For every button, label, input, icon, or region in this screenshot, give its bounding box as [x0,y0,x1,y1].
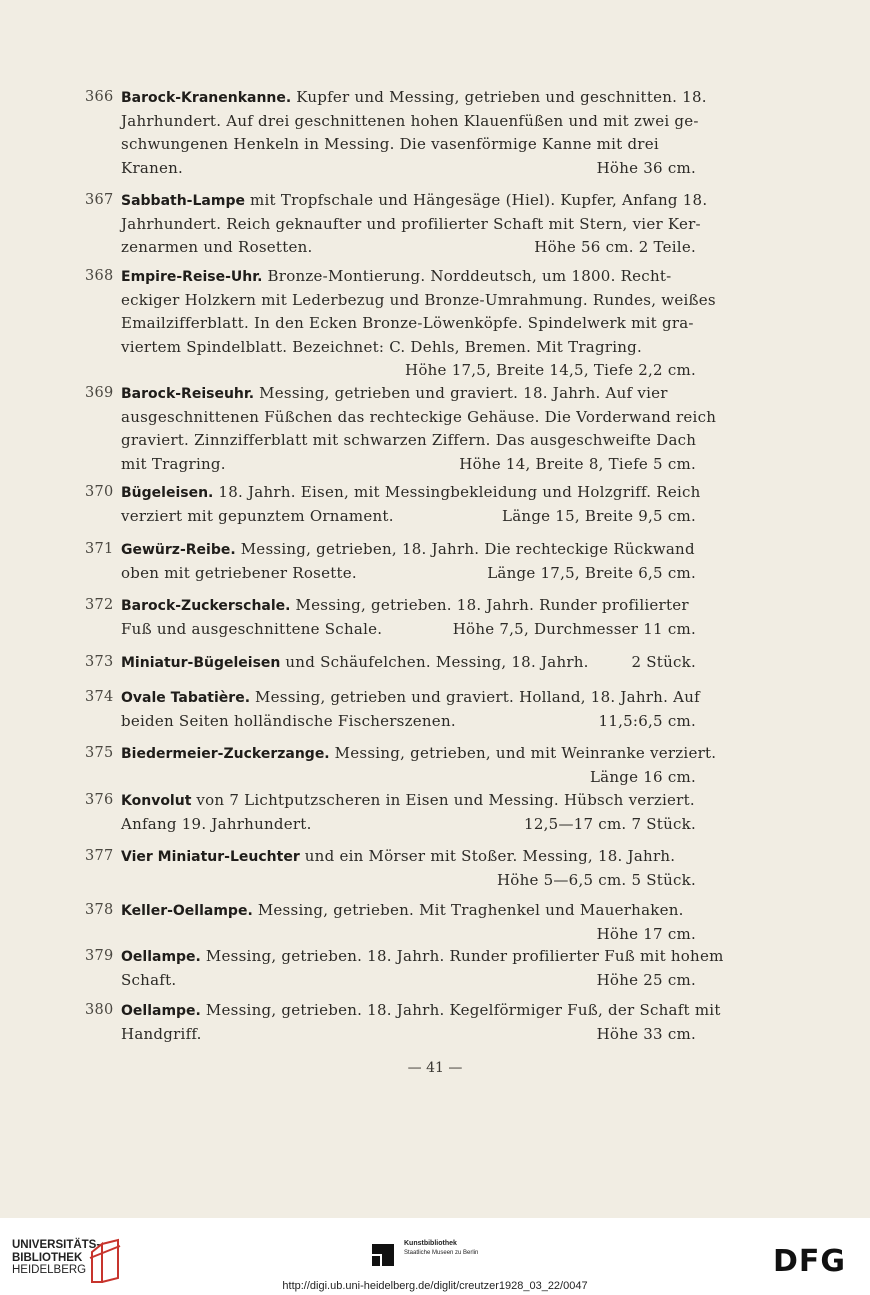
entry-text: schwungenen Henkeln in Messing. Die vasenförmige Kanne mit drei [121,135,659,153]
entry-line [121,945,724,969]
entry-line [121,710,710,734]
entry-number: 366 [85,89,114,105]
entry-text: verziert mit gepunztem Ornament. [121,506,394,525]
entry-text: graviert. Zinnzifferblatt mit schwarzen Ziffern. Das ausgeschweifte Dach [121,431,697,449]
catalog-entry [85,538,710,585]
entry-number: 376 [85,792,114,808]
entry-line [121,453,710,477]
entry-text: und ein Mörser mit Stoßer. Messing, 18. Jahrh. [304,847,676,865]
digitization-footer [0,1218,870,1295]
entry-number: 379 [85,948,114,964]
entry-line [121,869,710,893]
entry-text: Messing, getrieben, 18. Jahrh. Die rechteckige Rückwand [240,540,695,558]
entry-line [121,312,710,336]
entry-line [121,406,717,430]
entry-text: Messing, getrieben. 18. Jahrh. Runder profilierter Fuß mit hohem [205,947,724,965]
entry-measurements: Höhe 25 cm. [596,970,696,989]
entry-title: Empire-Reise-Uhr. [121,269,263,285]
catalog-entry [85,899,710,946]
entry-line [121,562,710,586]
entry-line [121,382,710,406]
catalog-entry [85,945,724,992]
entry-line [121,505,710,529]
entry-line [121,899,710,923]
entry-title: Oellampe. [121,949,201,965]
kunstbibliothek-logo-text[interactable]: Kunstbibliothek Staatliche Museen zu Berlin [404,1240,479,1256]
catalog-entry [85,189,710,260]
entry-measurements: Höhe 17 cm. [596,924,696,943]
catalog-entry [85,382,717,476]
entry-measurements: 11,5:6,5 cm. [598,711,696,730]
catalog-entry [85,999,721,1046]
catalog-entry [85,594,710,641]
catalog-entry [85,742,717,789]
entry-text: Messing, getrieben. 18. Jahrh. Kegelförmiger Fuß, der Schaft mit [205,1001,721,1019]
entry-number: 370 [85,484,114,500]
entry-title: Barock-Kranenkanne. [121,90,292,106]
entry-title: Konvolut [121,793,192,809]
dfg-logo[interactable]: DFG [773,1244,847,1279]
entry-number: 367 [85,192,114,208]
entry-measurements: Höhe 56 cm. 2 Teile. [534,238,696,256]
entry-text: Anfang 19. Jahrhundert. [121,814,312,833]
entry-line [121,236,710,260]
entry-number: 369 [85,385,114,401]
entry-text: 18. Jahrh. Eisen, mit Messingbekleidung und Holzgriff. Reich [218,483,701,501]
entry-text: Emailzifferblatt. In den Ecken Bronze-Löwenköpfe. Spindelwerk mit gra- [121,314,694,332]
entry-measurements: Höhe 17,5, Breite 14,5, Tiefe 2,2 cm. [405,361,696,379]
entry-text: Messing, getrieben und graviert. Holland, 18. Jahrh. Auf [255,688,700,706]
entry-number: 373 [85,654,114,670]
university-library-logo-icon [88,1238,122,1284]
kunstbibliothek-logo-icon [370,1242,396,1268]
entry-title: Keller-Oellampe. [121,903,253,919]
page-number: — 41 — [407,1060,463,1076]
catalog-entry [85,481,710,528]
entry-text: und Schäufelchen. Messing, 18. Jahrh. [285,653,589,671]
entry-line [121,429,710,453]
entry-text: Messing, getrieben und graviert. 18. Jahrh. Auf vier [259,384,668,402]
entry-number: 378 [85,902,114,918]
catalog-entry [85,789,710,836]
entry-text: mit Tropfschale und Hängesäge (Hiel). Kupfer, Anfang 18. [250,191,708,209]
entry-title: Sabbath-Lampe [121,193,245,209]
entry-title: Oellampe. [121,1003,201,1019]
entry-text: viertem Spindelblatt. Bezeichnet: C. Dehls, Bremen. Mit Tragring. [121,337,643,356]
entry-line [121,213,710,237]
catalog-entry [85,651,710,675]
entry-measurements: Höhe 36 cm. [596,158,696,177]
entry-text: Handgriff. [121,1024,202,1043]
catalog-entry [85,265,716,383]
entry-line [121,742,717,766]
entry-title: Vier Miniatur-Leuchter [121,849,300,865]
entry-text: Bronze-Montierung. Norddeutsch, um 1800. Recht- [267,267,672,285]
entry-line [121,923,710,947]
entry-measurements: Höhe 14, Breite 8, Tiefe 5 cm. [459,454,696,473]
entry-line [121,845,710,869]
entry-measurements: Höhe 5—6,5 cm. 5 Stück. [496,870,696,889]
entry-line [121,289,716,313]
entry-text: Messing, getrieben, und mit Weinranke verziert. [334,744,717,762]
catalog-entry [85,86,710,180]
entry-line [121,189,710,213]
entry-title: Barock-Reiseuhr. [121,386,255,402]
entry-text: eckiger Holzkern mit Lederbezug und Bronze-Umrahmung. Rundes, weißes [121,290,716,309]
entry-measurements: 2 Stück. [631,653,696,671]
entry-number: 380 [85,1002,114,1018]
entry-line [121,651,710,675]
permalink-url[interactable]: http://digi.ub.uni-heidelberg.de/diglit/creutzer1928_03_22/0047 [282,1280,588,1292]
entry-line [121,133,710,157]
university-library-logo-text[interactable]: UNIVERSITÄTS- BIBLIOTHEK HEIDELBERG [12,1239,101,1276]
entry-text: ausgeschnittenen Füßchen das rechteckige Gehäuse. Die Vorderwand reich [121,407,717,426]
entry-line [121,969,710,993]
entry-text: zenarmen und Rosetten. [121,238,313,256]
entry-line [121,813,710,837]
entry-text: Messing, getrieben. Mit Traghenkel und Mauerhaken. [257,901,684,919]
entry-measurements: Höhe 7,5, Durchmesser 11 cm. [452,619,696,638]
entry-text: Schaft. [121,970,177,989]
entry-text: Jahrhundert. Reich geknaufter und profilierter Schaft mit Stern, vier Ker- [121,214,701,233]
entry-text: mit Tragring. [121,454,226,473]
entry-text: Messing, getrieben. 18. Jahrh. Runder profilierter [295,596,689,614]
entry-measurements: 12,5—17 cm. 7 Stück. [524,814,696,833]
entry-line [121,359,710,383]
entry-measurements: Länge 15, Breite 9,5 cm. [502,506,696,525]
entry-number: 377 [85,848,114,864]
entry-number: 368 [85,268,114,284]
entry-title: Ovale Tabatière. [121,690,251,706]
entry-line [121,86,710,110]
catalog-entry [85,845,710,892]
entry-title: Gewürz-Reibe. [121,542,236,558]
entry-line [121,789,710,813]
entry-text: Kranen. [121,158,184,177]
entry-title: Barock-Zuckerschale. [121,598,291,614]
entry-measurements: Länge 16 cm. [589,767,696,786]
entry-text: Jahrhundert. Auf drei geschnittenen hohen Klauenfüßen und mit zwei ge- [121,111,699,130]
entry-measurements: Höhe 33 cm. [596,1024,696,1043]
entry-title: Miniatur-Bügeleisen [121,655,281,671]
entry-text: Fuß und ausgeschnittene Schale. [121,619,383,638]
entry-measurements: Länge 17,5, Breite 6,5 cm. [487,563,696,582]
entry-text: Kupfer und Messing, getrieben und geschnitten. 18. [296,88,707,106]
entry-line [121,481,710,505]
catalog-entry [85,686,710,733]
entry-line [121,336,710,360]
entry-line [121,265,710,289]
entry-text: von 7 Lichtputzscheren in Eisen und Messing. Hübsch verziert. [196,791,695,809]
entry-line [121,766,710,790]
entry-line [121,594,710,618]
entry-title: Bügeleisen. [121,485,214,501]
entry-line [121,999,721,1023]
entry-title: Biedermeier-Zuckerzange. [121,746,330,762]
entry-text: beiden Seiten holländische Fischerszenen. [121,711,456,730]
entry-line [121,686,710,710]
entry-line [121,618,710,642]
entry-number: 372 [85,597,114,613]
entry-line [121,1023,710,1047]
entry-line [121,110,710,134]
entry-line [121,538,710,562]
entry-number: 375 [85,745,114,761]
entry-number: 374 [85,689,114,705]
entry-text: oben mit getriebener Rosette. [121,563,357,582]
entry-line [121,157,710,181]
entry-number: 371 [85,541,114,557]
